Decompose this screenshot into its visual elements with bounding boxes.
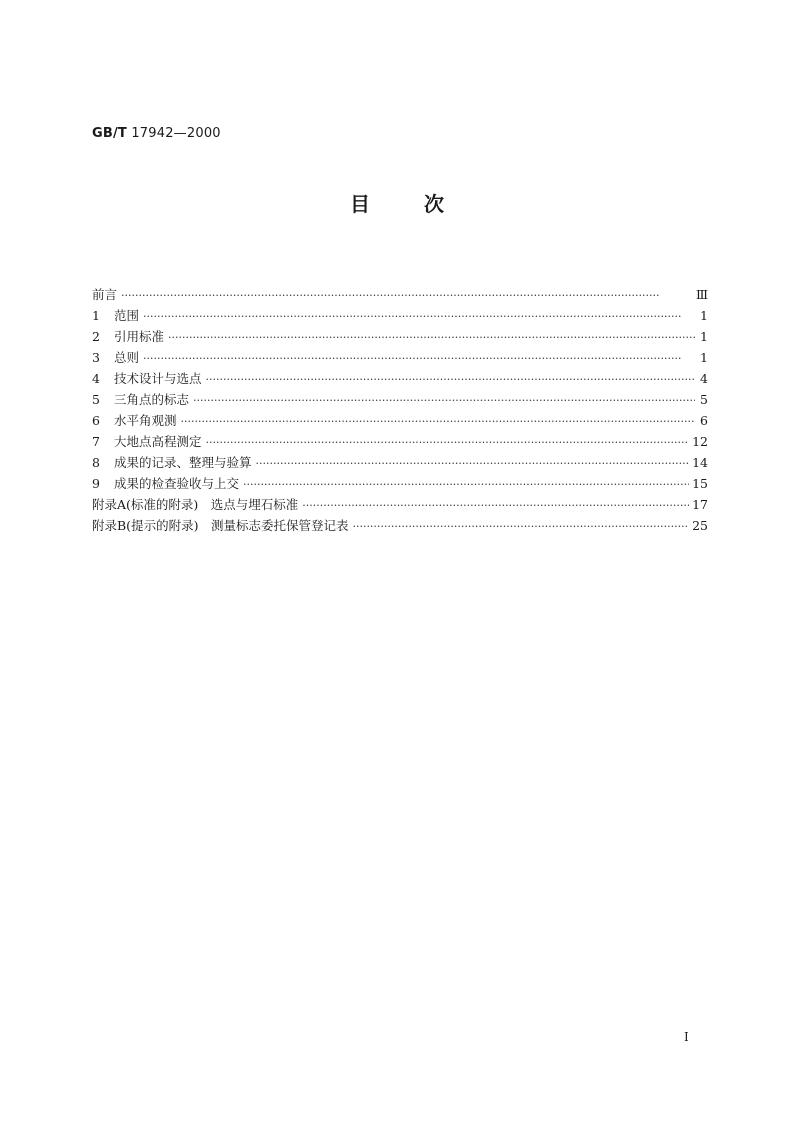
toc-entry-appendix-b[interactable] <box>92 515 708 536</box>
toc-leader-dots <box>168 327 695 348</box>
toc-entry-number: 6 <box>92 413 100 428</box>
toc-entry-number: 3 <box>92 350 100 365</box>
toc-leader-dots <box>352 516 689 537</box>
toc-leader-dots <box>206 369 695 390</box>
toc-entry-number: 5 <box>92 392 100 407</box>
toc-entry-8[interactable] <box>92 452 708 473</box>
toc-entry-1[interactable] <box>92 305 708 326</box>
toc-leader-dots <box>206 432 690 453</box>
standard-code <box>92 126 221 141</box>
toc-leader-dots <box>143 306 695 327</box>
toc-entry-page: Ⅲ <box>695 287 708 302</box>
toc-entry-label: 附录A(标准的附录) 选点与埋石标准 <box>92 497 299 512</box>
toc-entry-page: 6 <box>700 413 708 428</box>
toc-entry-label: 附录B(提示的附录) 测量标志委托保管登记表 <box>92 518 349 533</box>
standard-prefix: GB/T <box>92 126 127 141</box>
toc-entry-appendix-a[interactable] <box>92 494 708 515</box>
toc-entry-number: 8 <box>92 455 100 470</box>
page-number: I <box>684 1030 689 1044</box>
toc-entry-page: 1 <box>700 350 708 365</box>
toc-entry-label: 水平角观测 <box>114 413 177 428</box>
toc-entry-9[interactable] <box>92 473 708 494</box>
toc-entry-number: 9 <box>92 476 100 491</box>
toc-entry-7[interactable] <box>92 431 708 452</box>
toc-leader-dots <box>181 411 695 432</box>
toc-entry-number: 4 <box>92 371 100 386</box>
toc-leader-dots <box>256 453 690 474</box>
toc-leader-dots <box>193 390 695 411</box>
toc-entry-page: 15 <box>692 476 708 491</box>
toc-entry-page: 12 <box>692 434 708 449</box>
toc-entry-5[interactable] <box>92 389 708 410</box>
toc-entry-label: 前言 <box>92 287 118 302</box>
toc-entry-label: 成果的检查验收与上交 <box>114 476 240 491</box>
toc-leader-dots <box>143 348 695 369</box>
toc-entry-number: 7 <box>92 434 100 449</box>
toc-entry-page: 1 <box>700 329 708 344</box>
toc-entry-label: 技术设计与选点 <box>114 371 202 386</box>
toc-entry-label: 成果的记录、整理与验算 <box>114 455 252 470</box>
toc-entry-2[interactable] <box>92 326 708 347</box>
toc-entry-page: 25 <box>692 518 708 533</box>
toc-entry-page: 14 <box>692 455 708 470</box>
toc-entry-page: 4 <box>700 371 708 386</box>
toc-entry-page: 1 <box>700 308 708 323</box>
toc-entry-label: 三角点的标志 <box>114 392 190 407</box>
toc-entry-3[interactable] <box>92 347 708 368</box>
toc-entry-page: 5 <box>700 392 708 407</box>
toc-leader-dots <box>243 474 689 495</box>
toc-leader-dots <box>302 495 689 516</box>
toc-entry-label: 引用标准 <box>114 329 165 344</box>
toc-entry-foreword[interactable] <box>92 284 708 305</box>
toc-leader-dots <box>121 285 693 306</box>
toc-entry-label: 大地点高程测定 <box>114 434 202 449</box>
standard-number: 17942—2000 <box>127 126 221 141</box>
toc-entry-label: 范围 <box>114 308 140 323</box>
toc-entry-page: 17 <box>692 497 708 512</box>
page-title: 目次 <box>350 192 498 216</box>
toc-entry-number: 2 <box>92 329 100 344</box>
table-of-contents <box>92 284 708 536</box>
toc-entry-6[interactable] <box>92 410 708 431</box>
toc-entry-number: 1 <box>92 308 100 323</box>
toc-entry-4[interactable] <box>92 368 708 389</box>
toc-entry-label: 总则 <box>114 350 140 365</box>
